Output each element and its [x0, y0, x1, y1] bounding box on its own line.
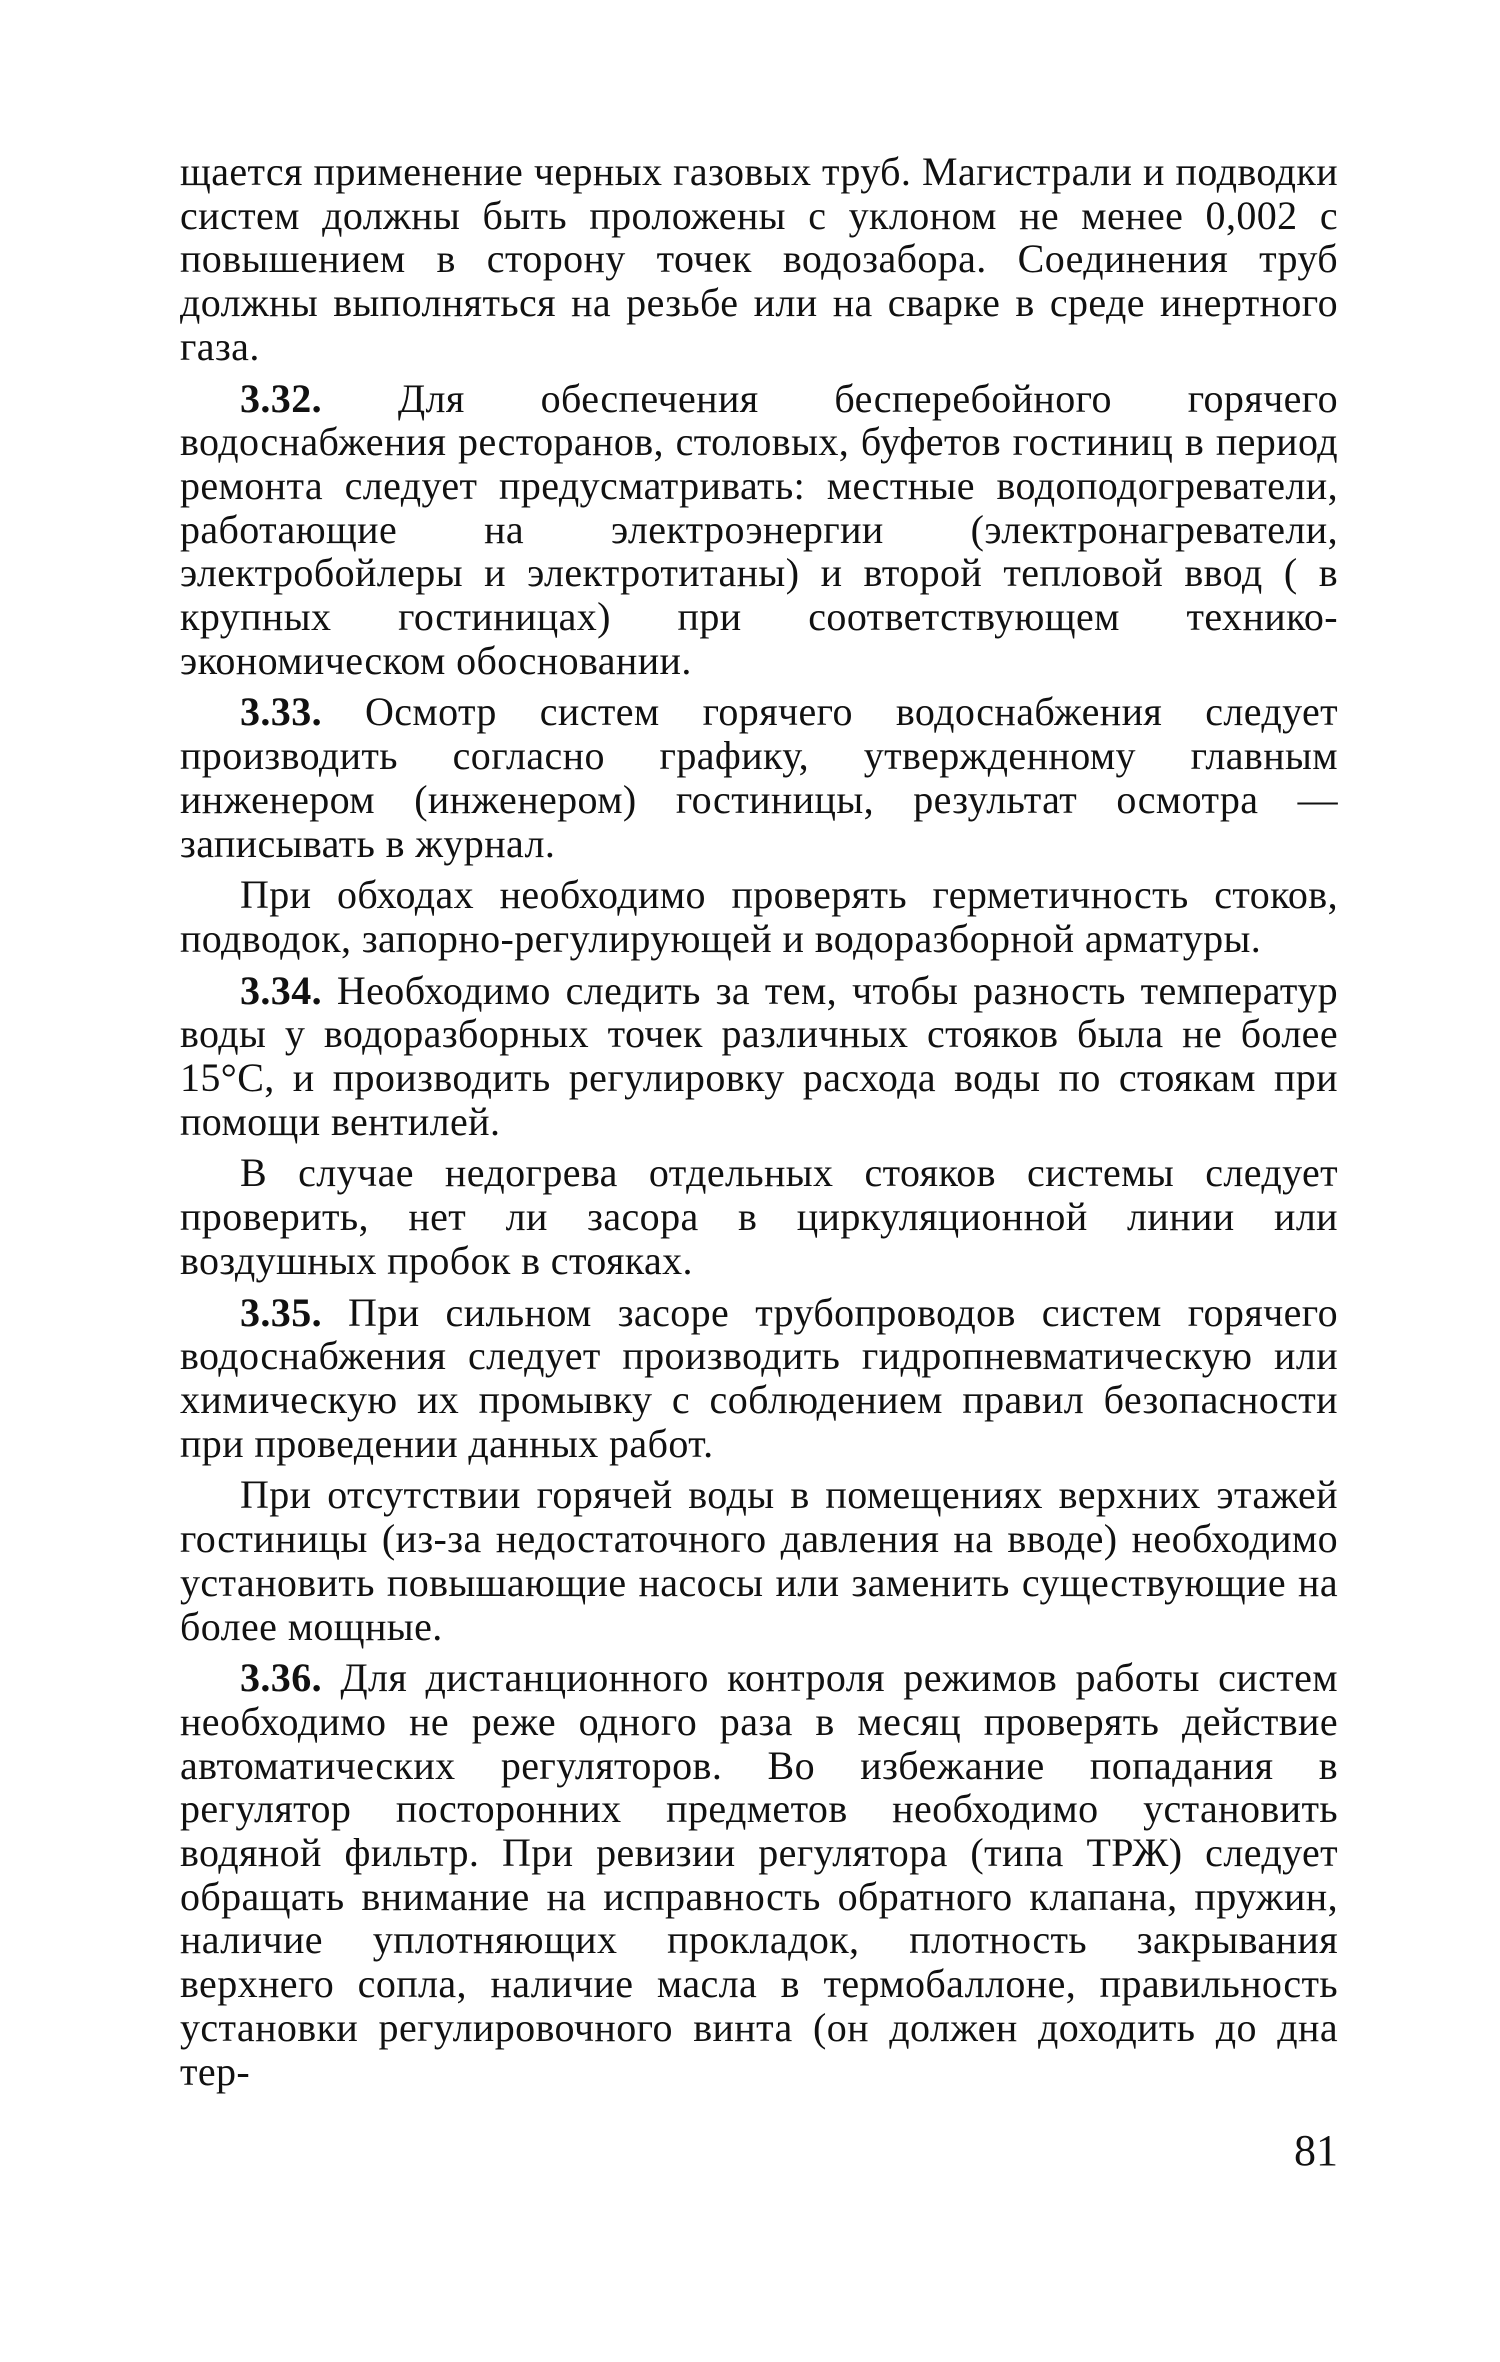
- paragraph-text: Для дистанционного контроля режимов работы систем необходимо не реже одного раза в месяц проверять действие автоматических регуляторов. Во избежание попадания в регулятор посторонних предметов необходимо установить водяной фильтр. При ревизии регулятора (типа ТРЖ) следует обращать внимание на исправность обратного клапана, пружин, наличие уплотняющих прокладок, плотность закрывания верхнего сопла, наличие масла в термобаллоне, правильность установки регулировочного винта (он должен доходить до дна тер-: [180, 1655, 1338, 2094]
- page-body: [180, 150, 1338, 2101]
- paragraph: [180, 873, 1338, 960]
- paragraph-text: При обходах необходимо проверять герметичность стоков, подводок, запорно-регулирующей и водоразборной арматуры.: [180, 872, 1338, 961]
- paragraph: [180, 1656, 1338, 2093]
- section-number: 3.36.: [240, 1655, 322, 1701]
- paragraph-text: При сильном засоре трубопроводов систем горячего водоснабжения следует производить гидропневматическую или химическую их промывку с соблюдением правил безопасности при проведении данных работ.: [180, 1289, 1338, 1466]
- paragraph-text: В случае недогрева отдельных стояков системы следует проверить, нет ли засора в циркуляционной линии или воздушных пробок в стояках.: [180, 1150, 1338, 1283]
- paragraph: [180, 1291, 1338, 1466]
- paragraph: [180, 969, 1338, 1144]
- paragraph-text: При отсутствии горячей воды в помещениях верхних этажей гостиницы (из-за недостаточного давления на вводе) необходимо установить повышающие насосы или заменить существующие на более мощные.: [180, 1472, 1338, 1649]
- page-number: 81: [1294, 2126, 1338, 2175]
- paragraph: [180, 1151, 1338, 1282]
- paragraph: [180, 377, 1338, 683]
- section-number: 3.32.: [240, 375, 322, 421]
- section-number: 3.33.: [240, 689, 322, 735]
- paragraph: [180, 1473, 1338, 1648]
- paragraph: [180, 690, 1338, 865]
- paragraph: [180, 150, 1338, 369]
- section-number: 3.34.: [240, 967, 322, 1013]
- paragraph-text: Для обеспечения бесперебойного горячего водоснабжения ресторанов, столовых, буфетов гостиниц в период ремонта следует предусматривать: местные водоподогреватели, работающие на электроэнергии (электронагреватели, электробойлеры и электротитаны) и второй тепловой ввод ( в крупных гостиницах) при соответствующем технико-экономическом обосновании.: [180, 375, 1338, 683]
- paragraph-text: Осмотр систем горячего водоснабжения следует производить согласно графику, утвержденному главным инженером (инженером) гостиницы, результат осмотра — записывать в журнал.: [180, 689, 1338, 866]
- paragraph-text: Необходимо следить за тем, чтобы разность температур воды у водоразборных точек различных стояков была не более 15°С, и производить регулировку расхода воды по стоякам при помощи вентилей.: [180, 967, 1338, 1144]
- section-number: 3.35.: [240, 1289, 322, 1335]
- paragraph-text: щается применение черных газовых труб. Магистрали и подводки систем должны быть проложены с уклоном не менее 0,002 с повышением в сторону точек водозабора. Соединения труб должны выполняться на резьбе или на сварке в среде инертного газа.: [180, 149, 1338, 369]
